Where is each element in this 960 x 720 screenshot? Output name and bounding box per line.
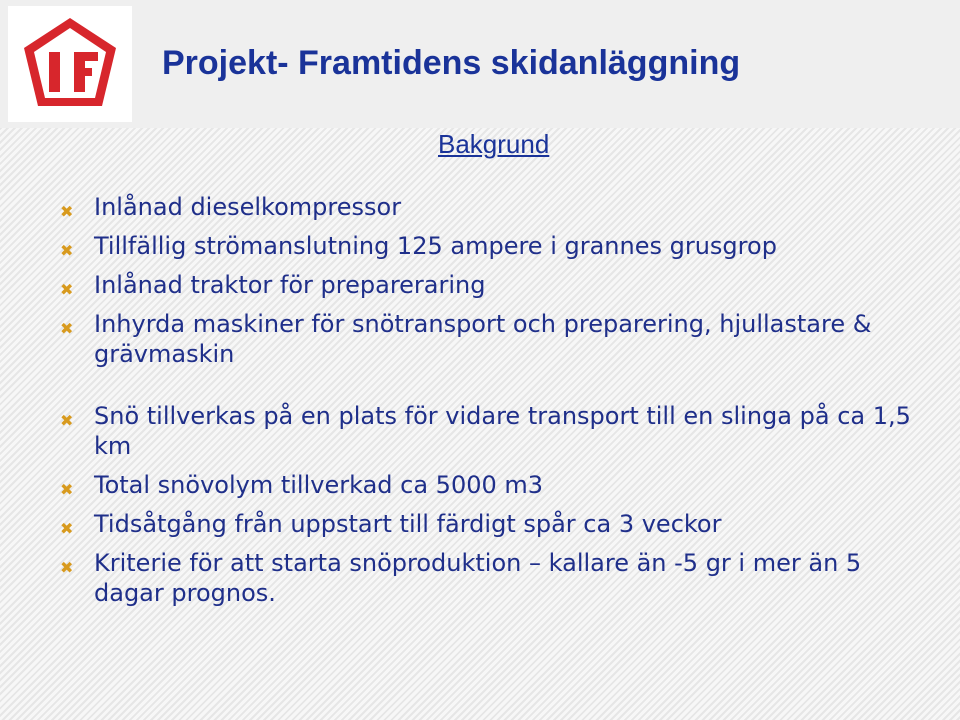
list-item: ✖ Snö tillverkas på en plats för vidare transport till en slinga på ca 1,5 km xyxy=(60,402,911,460)
bullet-list xyxy=(58,192,938,617)
if-logo-icon xyxy=(18,14,122,114)
header-band xyxy=(0,0,960,128)
list-item: ✖ Inlånad dieselkompressor xyxy=(58,192,938,222)
cross-bullet-icon: ✖ xyxy=(60,280,74,299)
cross-bullet-icon: ✖ xyxy=(60,241,74,260)
cross-bullet-icon: ✖ xyxy=(60,519,74,538)
list-item: ✖ Kriterie för att starta snöproduktion – kallare än -5 gr i mer än 5 dagar prognos. xyxy=(60,549,862,607)
cross-bullet-icon: ✖ xyxy=(60,202,74,221)
list-item: ✖ Total snövolym tillverkad ca 5000 m3 xyxy=(58,470,938,500)
cross-bullet-icon: ✖ xyxy=(60,480,74,499)
cross-bullet-icon: ✖ xyxy=(60,319,74,338)
cross-bullet-icon: ✖ xyxy=(60,411,74,430)
list-item: ✖ Inhyrda maskiner för snötransport och preparering, hjullastare & grävmaskin xyxy=(60,310,872,368)
club-logo xyxy=(8,6,132,122)
list-item: ✖ Tidsåtgång från uppstart till färdigt spår ca 3 veckor xyxy=(58,509,938,539)
page-title: Projekt- Framtidens skidanläggning xyxy=(162,44,741,82)
list-item: ✖ Inlånad traktor för prepareraring xyxy=(58,270,938,300)
cross-bullet-icon: ✖ xyxy=(60,558,74,577)
section-heading: Bakgrund xyxy=(438,129,550,159)
list-item: ✖ Tillfällig strömanslutning 125 ampere i grannes grusgrop xyxy=(58,231,938,261)
